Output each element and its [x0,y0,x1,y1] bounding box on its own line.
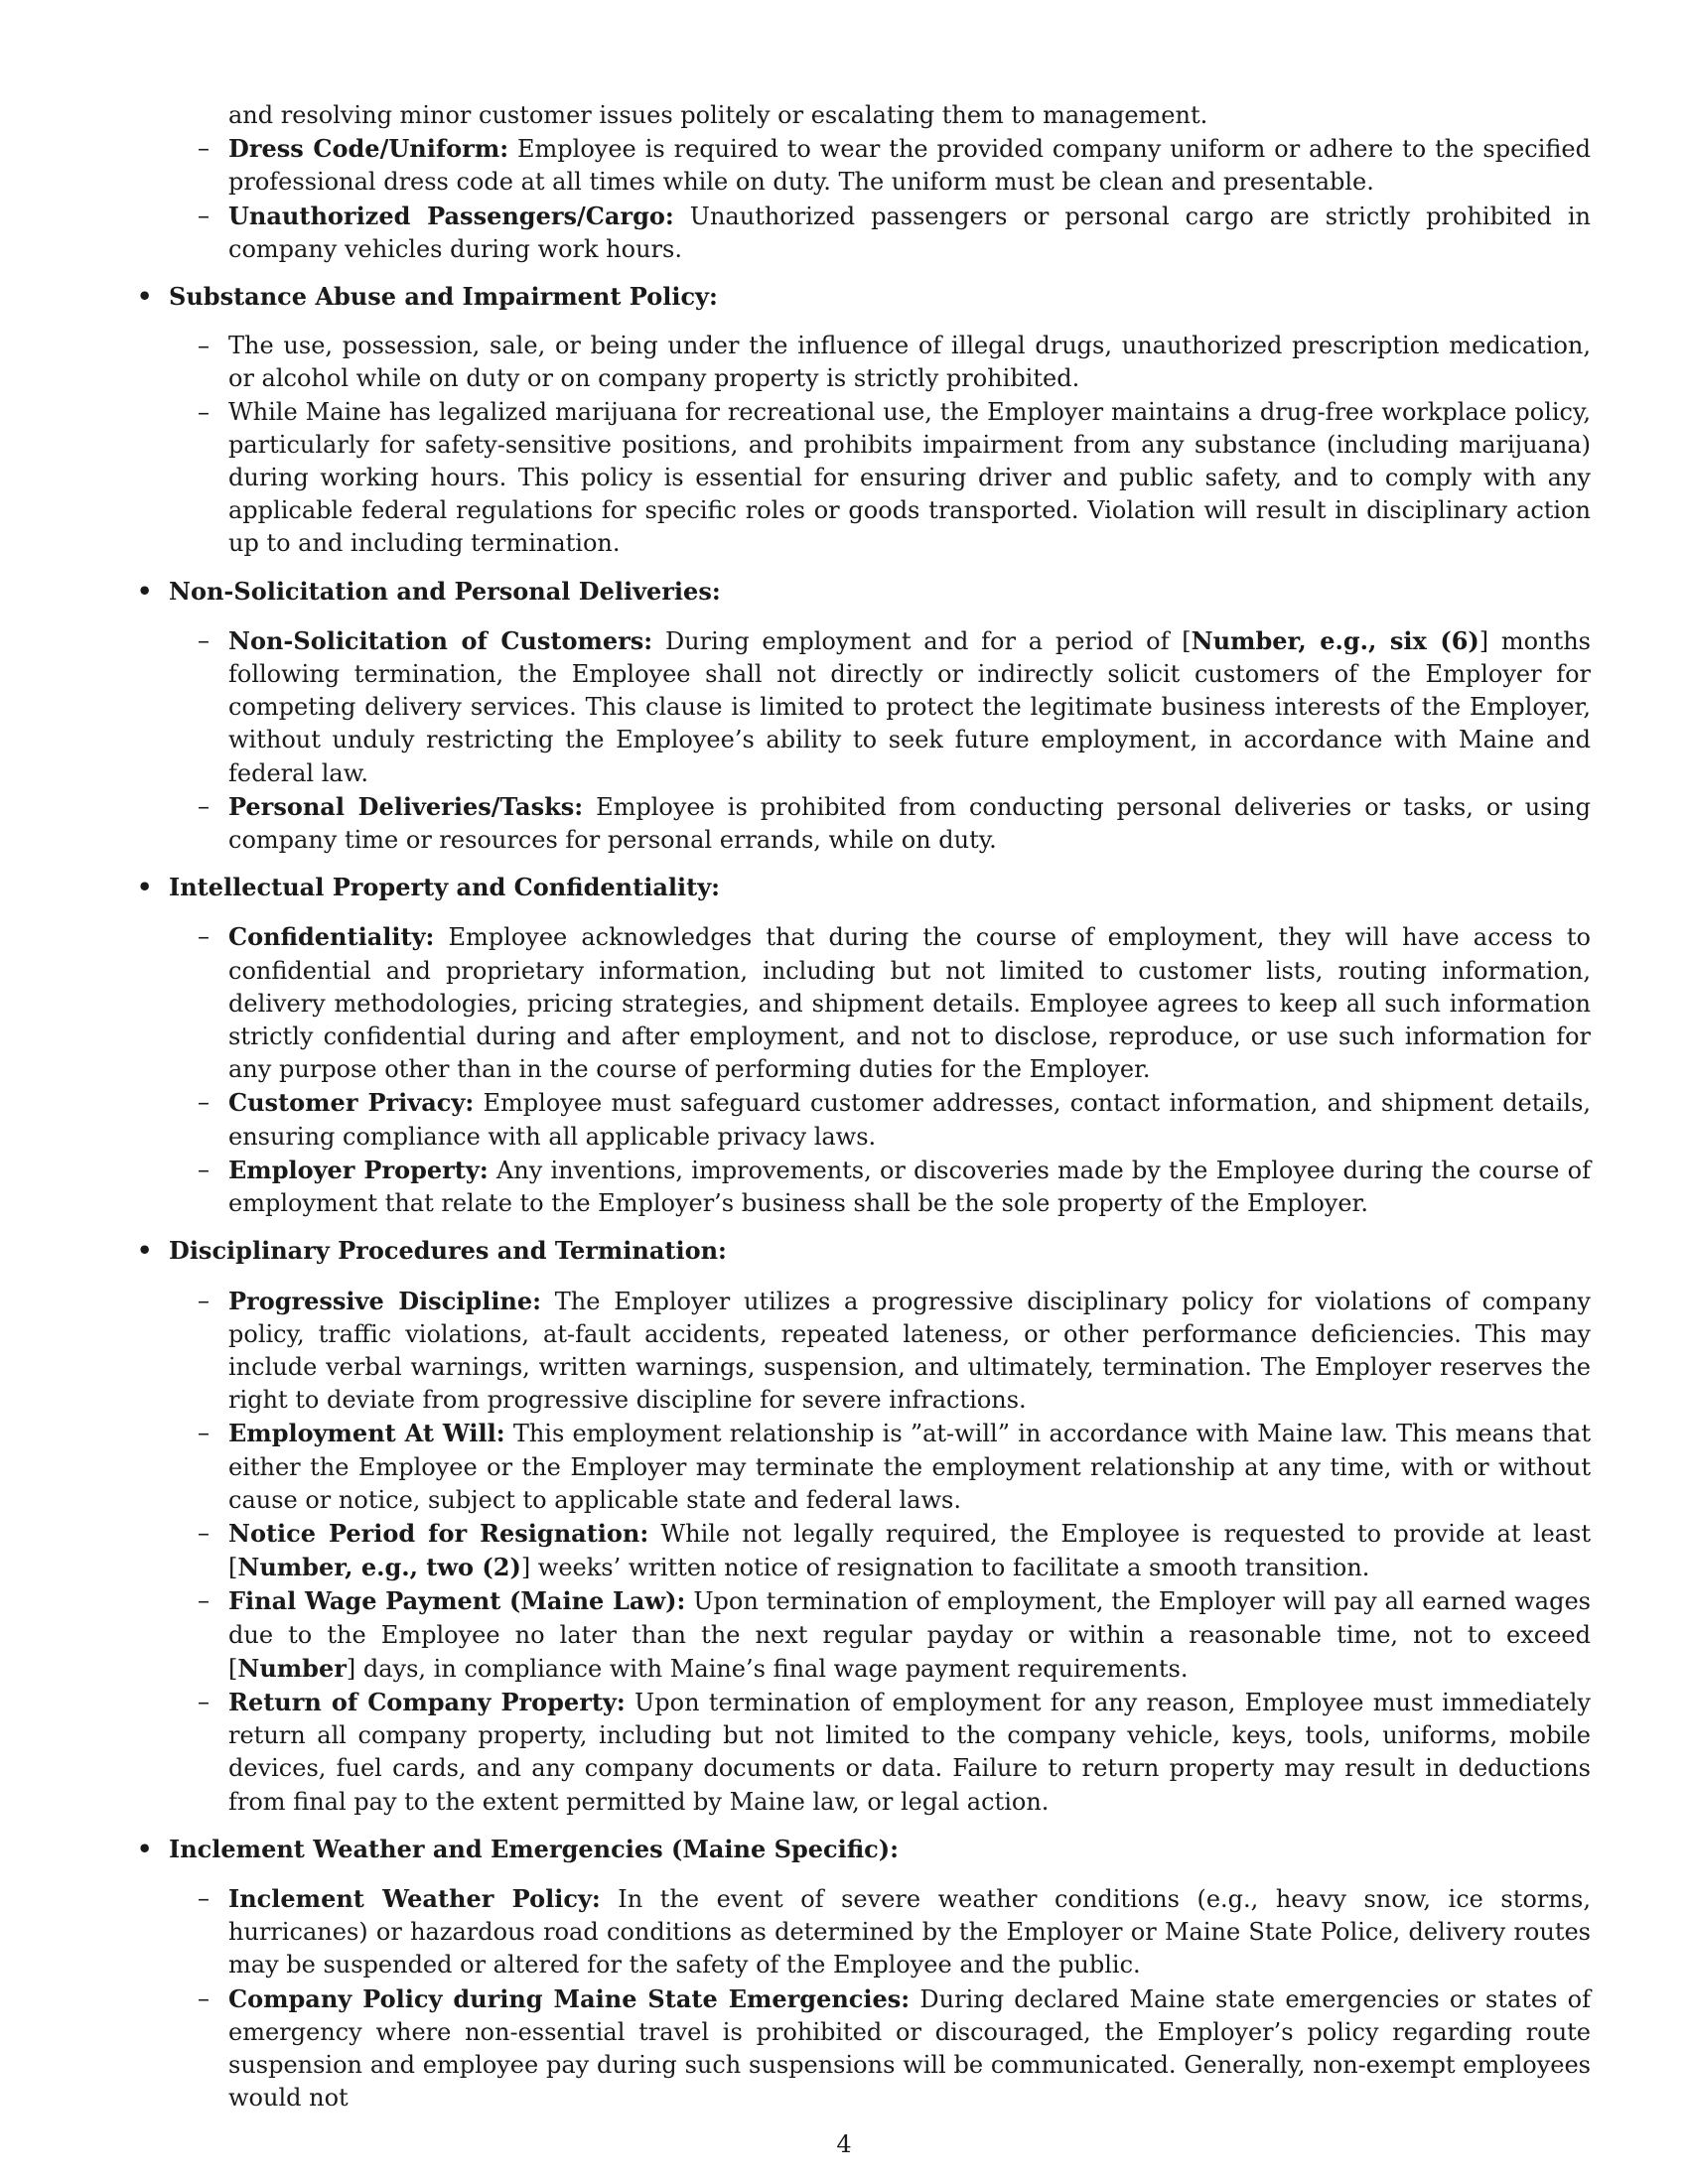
dash-marker: – [198,1155,210,1183]
bullet-marker: • [137,282,153,312]
list-item [137,1417,1591,1517]
item-text: In the event of severe weather conditions (e.g., heavy snow, ice storms, hurricanes) or hazardous road conditions as determined by the Employer or Maine State Police, delivery routes may be suspended or altered for the safety of the Employee and the public. [228,1884,1591,1979]
dash-marker: – [198,1088,210,1117]
item-text: During declared Maine state emergencies or states of emergency where non-essential travel is prohibited or discouraged, the Employer’s policy regarding route suspension and employee pay during such suspensions will be communicated. Generally, non-exempt employees would not [228,1984,1591,2113]
item-label: Employment At Will: [228,1419,505,1448]
item-text: ] days, in compliance with Maine’s final wage payment requirements. [346,1654,1189,1683]
section-title: Inclement Weather and Emergencies (Maine Specific): [169,1834,900,1863]
section-list [137,1285,1591,1819]
list-item [137,1517,1591,1584]
item-label: Personal Deliveries/Tasks: [228,791,584,821]
item-label: Non-Solicitation of Customers: [228,625,653,655]
list-item [137,1882,1591,1982]
item-text: While not legally required, the Employee is requested to provide at least [ [228,1519,1591,1582]
bullet-marker: • [137,873,153,902]
section-list [137,330,1591,560]
dash-marker: – [198,134,210,163]
item-text: Upon termination of employment for any reason, Employee must immediately return all company property, including but not limited to the company vehicle, keys, tools, uniforms, mobile devices, fuel cards, and any company documents or data. Failure to return property may result in deductions from final pay to the extent permitted by Maine law, or legal action. [228,1688,1591,1816]
section-title: Disciplinary Procedures and Termination: [169,1236,727,1266]
section-inclement-weather [137,1833,1591,2116]
item-text: During employment and for a period of [ [652,626,1192,655]
item-text: Employee is prohibited from conducting personal deliveries or tasks, or using company time or resources for personal errands, while on duty. [228,792,1591,855]
top-list [137,132,1591,266]
dash-marker: – [198,1286,210,1314]
item-label: Employer Property: [228,1155,489,1184]
dash-marker: – [198,1687,210,1715]
continued-paragraph: and resolving minor customer issues politely or escalating them to management. [228,101,1208,129]
section-list [137,1882,1591,2115]
item-text: Employee is required to wear the provided company uniform or adhere to the specified professional dress code at all times while on duty. The uniform must be clean and presentable. [228,135,1591,197]
item-text: Upon termination of employment, the Employer will pay all earned wages due to the Employee no later than the next regular payday or within a reasonable time, not to exceed [ [228,1587,1592,1683]
list-item [137,1686,1591,1819]
item-text: ] months following termination, the Employee shall not directly or indirectly solicit customers of the Employer for competing delivery services. This clause is limited to protect the legitimate business interests of the Employer, without unduly restricting the Employee’s ability to seek future employment, in accordance with Maine and federal law. [228,626,1591,787]
list-item [137,1982,1591,2116]
section-heading [137,575,1591,608]
list-item [137,790,1591,857]
placeholder-value: Number, e.g., six (6) [1191,625,1479,655]
dash-marker: – [198,1586,210,1615]
section-heading [137,1833,1591,1865]
item-label: Unauthorized Passengers/Cargo: [228,201,674,230]
item-text: This employment relationship is ”at-will” in accordance with Maine law. This means that either the Employee or the Employer may terminate the employment relationship at any time, with or without cause or notice, subject to applicable state and federal laws. [228,1420,1591,1514]
list-item [137,1154,1591,1220]
dash-marker: – [198,1419,210,1447]
list-item [137,920,1591,1086]
section-heading [137,871,1591,903]
item-text: Employee acknowledges that during the course of employment, they will have access to confidential and proprietary information, including but not limited to customer lists, routing information, delivery methodologies, pricing strategies, and shipment details. Employee agrees to keep all such information strictly confidential during and after employment, and not to disclose, reproduce, or use such information for any purpose other than in the course of performing duties for the Employer. [228,923,1591,1084]
list-item [137,1285,1591,1418]
list-item [137,1584,1591,1686]
page-body [137,99,1591,2115]
item-label: Company Policy during Maine State Emergencies: [228,1983,911,2013]
section-heading [137,280,1591,313]
list-item [137,1086,1591,1153]
section-heading [137,1234,1591,1267]
section-non-solicitation [137,575,1591,858]
dash-marker: – [198,1518,210,1547]
list-item [137,624,1591,790]
dash-marker: – [198,332,210,360]
dash-marker: – [198,1983,210,2012]
dash-marker: – [198,397,210,426]
section-substance-abuse [137,280,1591,561]
page-number: 4 [836,2130,852,2158]
item-label: Inclement Weather Policy: [228,1883,601,1913]
section-title: Non-Solicitation and Personal Deliveries: [169,576,721,606]
list-item [137,132,1591,199]
section-list [137,920,1591,1220]
dash-marker: – [198,625,210,654]
placeholder-value: Number, e.g., two (2) [237,1553,521,1582]
item-text: Employee must safeguard customer addresses, contact information, and shipment details, ensuring compliance with all applicable privacy laws. [228,1089,1592,1151]
list-item [137,200,1591,266]
bullet-marker: • [137,1834,153,1863]
section-title: Substance Abuse and Impairment Policy: [169,282,718,312]
item-label: Final Wage Payment (Maine Law): [228,1586,686,1616]
section-list [137,624,1591,857]
item-label: Progressive Discipline: [228,1286,542,1315]
list-item [137,396,1591,561]
item-text: ] weeks’ written notice of resignation to facilitate a smooth transition. [520,1554,1370,1582]
item-label: Notice Period for Resignation: [228,1518,649,1548]
item-label: Return of Company Property: [228,1687,626,1716]
list-item [137,330,1591,395]
placeholder-value: Number [237,1653,347,1683]
item-text: The Employer utilizes a progressive disciplinary policy for violations of company policy, traffic violations, at-fault accidents, repeated lateness, or other performance deficiencies. This may include verbal warnings, written warnings, suspension, and ultimately, termination. The Employer reserves the right to deviate from progressive discipline for severe infractions. [228,1287,1591,1415]
item-text: The use, possession, sale, or being under the influence of illegal drugs, unauthorized prescription medication, or alcohol while on duty or on company property is strictly prohibited. [228,332,1591,393]
dash-marker: – [198,1883,210,1912]
dash-marker: – [198,922,210,951]
item-text: Unauthorized passengers or personal cargo are strictly prohibited in company vehicles during work hours. [228,202,1591,263]
item-text: Any inventions, improvements, or discoveries made by the Employee during the course of employment that relate to the Employer’s business shall be the sole property of the Employer. [228,1156,1591,1218]
dash-marker: – [198,791,210,820]
section-intellectual-property [137,871,1591,1220]
item-label: Customer Privacy: [228,1088,475,1118]
section-title: Intellectual Property and Confidentiality: [169,873,721,902]
bullet-marker: • [137,576,153,606]
item-text: While Maine has legalized marijuana for recreational use, the Employer maintains a drug-free workplace policy, particularly for safety-sensitive positions, and prohibits impairment from any substance (including marijuana) during working hours. This policy is essential for ensuring driver and public safety, and to comply with any applicable federal regulations for specific roles or goods transported. Violation will result in disciplinary action up to and including termination. [228,397,1591,558]
bullet-marker: • [137,1236,153,1266]
item-label: Dress Code/Uniform: [228,134,509,164]
item-label: Confidentiality: [228,922,435,952]
section-disciplinary-procedures [137,1234,1591,1818]
dash-marker: – [198,201,210,229]
